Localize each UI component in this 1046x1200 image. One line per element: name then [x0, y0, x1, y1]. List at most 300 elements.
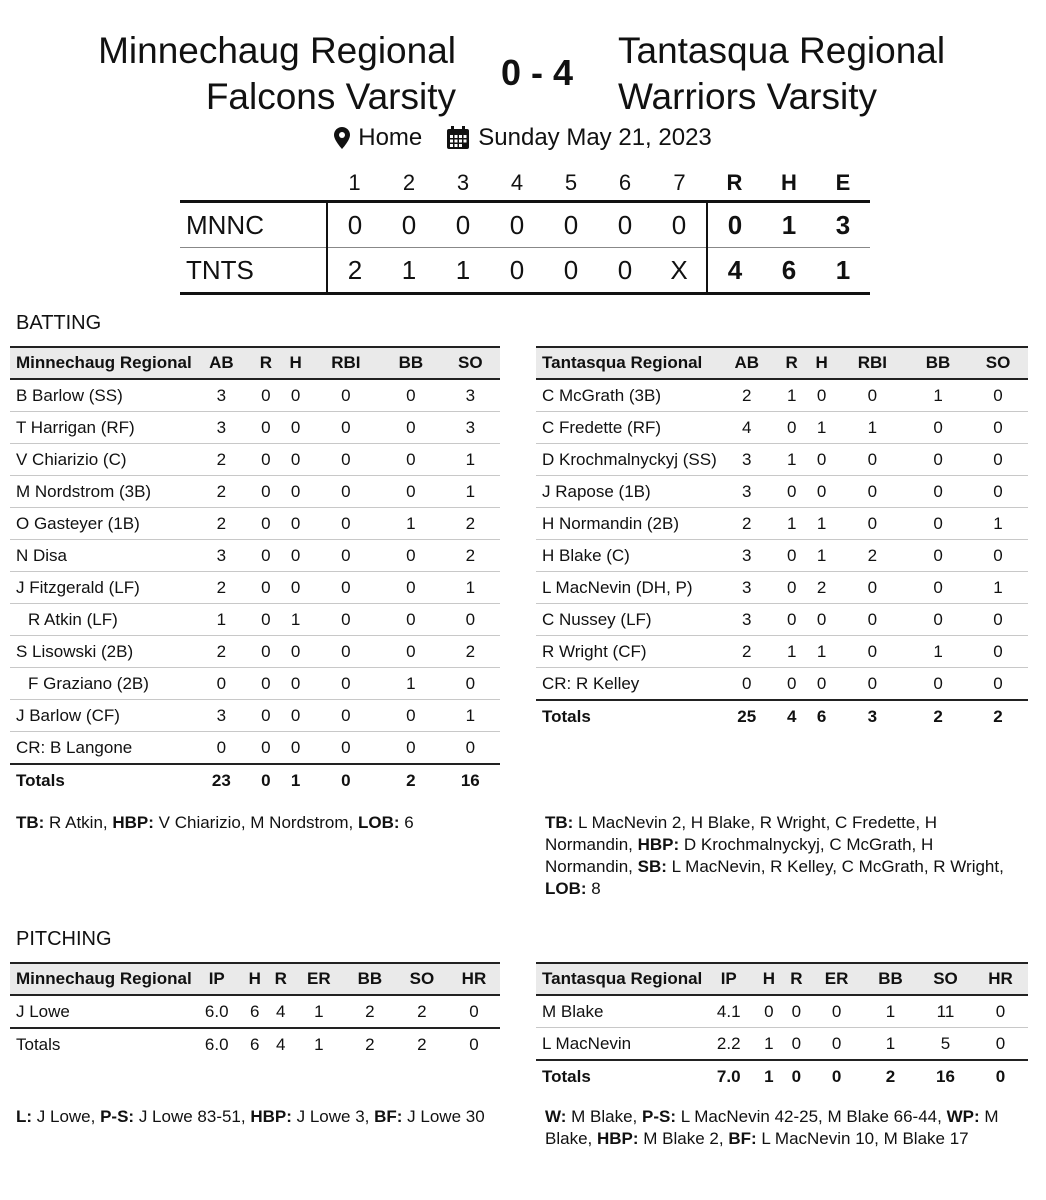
column-header: BB	[908, 347, 968, 379]
table-row	[536, 995, 1028, 1028]
stat-value: 0	[381, 540, 440, 572]
stat-value: 6	[242, 995, 268, 1028]
player-name: S Lisowski (2B)	[10, 636, 192, 668]
runs-total: 0	[707, 202, 762, 248]
stat-value: 2	[344, 995, 396, 1028]
inning-score: 0	[327, 202, 382, 248]
player-name: B Barlow (SS)	[10, 379, 192, 412]
location-pin-icon	[334, 127, 350, 149]
stat-value: 2	[837, 540, 908, 572]
totals-label: Totals	[536, 1060, 702, 1092]
pitching-table-home	[10, 962, 500, 1060]
stat-value: 1	[908, 636, 968, 668]
stat-value: 2	[717, 379, 777, 412]
stat-value: 1	[777, 379, 807, 412]
stat-value: 0	[908, 508, 968, 540]
table-row	[10, 995, 500, 1028]
player-name: C McGrath (3B)	[536, 379, 717, 412]
stat-value: 0	[281, 540, 311, 572]
stat-value: 6.0	[192, 995, 242, 1028]
stat-value: 0	[777, 604, 807, 636]
total-value: 0	[251, 764, 281, 796]
stat-value: 1	[441, 444, 500, 476]
stat-value: 4	[717, 412, 777, 444]
batting-table-home	[10, 346, 500, 796]
stat-value: 0	[968, 379, 1028, 412]
stat-value: 0	[777, 476, 807, 508]
player-name: J Rapose (1B)	[536, 476, 717, 508]
note-text: M Blake,	[545, 1107, 999, 1148]
column-header: HR	[973, 963, 1028, 995]
note-text: J Lowe 30	[402, 1107, 485, 1126]
stat-value: 1	[863, 995, 918, 1028]
errors-total: 3	[816, 202, 870, 248]
batting-notes-away	[545, 812, 1015, 900]
batting-section-title: BATTING	[16, 312, 102, 334]
stat-value: 0	[968, 476, 1028, 508]
stat-value: 0	[251, 604, 281, 636]
note-label: HBP:	[112, 813, 154, 832]
stat-value: 0	[973, 995, 1028, 1028]
stat-value: 0	[381, 572, 440, 604]
away-team-line1: Tantasqua Regional	[618, 30, 946, 71]
inning-score: 0	[544, 248, 598, 294]
stat-value: 2	[192, 508, 251, 540]
stat-value: 1	[381, 508, 440, 540]
stat-value: 0	[251, 636, 281, 668]
total-value: 0	[448, 1028, 500, 1060]
table-row	[10, 572, 500, 604]
total-value: 1	[294, 1028, 344, 1060]
note-text: L MacNevin 2, H Blake, R Wright, C Fredette, H Normandin,	[545, 813, 938, 854]
inning-header: 7	[673, 170, 686, 195]
stat-value: 0	[908, 476, 968, 508]
stat-value: 1	[968, 508, 1028, 540]
linescore-row	[180, 202, 870, 248]
stat-value: 0	[281, 636, 311, 668]
note-label: HBP:	[596, 1129, 639, 1148]
stat-value: 0	[381, 636, 440, 668]
column-header: H	[807, 347, 837, 379]
stat-value: 1	[294, 995, 344, 1028]
player-name: L MacNevin (DH, P)	[536, 572, 717, 604]
player-name: M Blake	[536, 995, 702, 1028]
table-row	[10, 668, 500, 700]
stat-value: 0	[777, 412, 807, 444]
note-label: HBP:	[250, 1107, 292, 1126]
total-value: 23	[192, 764, 251, 796]
stat-value: 3	[717, 540, 777, 572]
note-label: LOB:	[545, 879, 587, 898]
total-value: 25	[717, 700, 777, 732]
stat-value: 0	[908, 412, 968, 444]
stat-value: 0	[441, 604, 500, 636]
table-row	[10, 379, 500, 412]
stat-value: 0	[251, 476, 281, 508]
table-row	[10, 732, 500, 765]
stat-value: 1	[777, 444, 807, 476]
stat-value: 0	[310, 636, 381, 668]
table-row	[536, 1028, 1028, 1061]
note-text: J Lowe 3,	[291, 1107, 375, 1126]
pitching-header-row	[10, 963, 500, 995]
note-text: L MacNevin 10, M Blake 17	[756, 1129, 969, 1148]
note-label: TB:	[545, 813, 574, 832]
stat-value: 0	[381, 732, 440, 765]
stat-value: 0	[251, 668, 281, 700]
stat-value: 0	[281, 732, 311, 765]
player-name: H Blake (C)	[536, 540, 717, 572]
note-text: L MacNevin, R Kelley, C McGrath, R Wright,	[666, 857, 1004, 876]
stat-value: 3	[717, 444, 777, 476]
stat-value: 0	[837, 636, 908, 668]
linescore-header-row	[180, 166, 870, 202]
column-header: H	[755, 963, 782, 995]
column-header: R	[268, 963, 294, 995]
column-header: H	[242, 963, 268, 995]
stat-value: 1	[968, 572, 1028, 604]
note-label: P-S:	[100, 1107, 135, 1126]
stat-value: 2	[717, 508, 777, 540]
table-row	[10, 412, 500, 444]
stat-value: 0	[837, 668, 908, 701]
table-row	[536, 412, 1028, 444]
table-row	[536, 379, 1028, 412]
stat-value: 0	[968, 444, 1028, 476]
player-name: H Normandin (2B)	[536, 508, 717, 540]
player-name: M Nordstrom (3B)	[10, 476, 192, 508]
game-meta	[0, 124, 1046, 152]
note-label: BF:	[374, 1107, 403, 1126]
stat-value: 1	[777, 636, 807, 668]
stat-value: 2	[441, 508, 500, 540]
stat-value: 0	[310, 572, 381, 604]
stat-value: 0	[381, 412, 440, 444]
column-header: IP	[702, 963, 755, 995]
stat-value: 0	[251, 379, 281, 412]
errors-total: 1	[816, 248, 870, 294]
stat-value: 0	[281, 476, 311, 508]
stat-value: 5	[918, 1028, 973, 1061]
date-label: Sunday May 21, 2023	[478, 124, 712, 151]
table-row	[536, 476, 1028, 508]
stat-value: 0	[281, 700, 311, 732]
table-row	[536, 444, 1028, 476]
stat-value: 3	[717, 604, 777, 636]
stat-value: 0	[281, 572, 311, 604]
total-value: 2	[908, 700, 968, 732]
stat-value: 0	[755, 995, 782, 1028]
stat-value: 0	[281, 412, 311, 444]
player-name: CR: R Kelley	[536, 668, 717, 701]
total-value: 4	[268, 1028, 294, 1060]
stat-value: 2	[396, 995, 448, 1028]
stat-value: 3	[717, 476, 777, 508]
stat-value: 3	[441, 412, 500, 444]
total-value: 4	[777, 700, 807, 732]
stat-value: 2	[441, 636, 500, 668]
note-label: P-S:	[642, 1107, 676, 1126]
stat-value: 3	[192, 700, 251, 732]
inning-header: 6	[618, 170, 632, 195]
stat-value: 1	[807, 636, 837, 668]
stat-value: 0	[251, 412, 281, 444]
stat-value: 3	[192, 540, 251, 572]
total-value: 16	[918, 1060, 973, 1092]
linescore-row	[180, 248, 870, 294]
stat-value: 0	[192, 732, 251, 765]
column-header: AB	[717, 347, 777, 379]
note-label: L:	[16, 1107, 33, 1126]
hits-header: H	[781, 170, 797, 195]
note-label: SB:	[637, 857, 667, 876]
column-header: R	[783, 963, 810, 995]
table-row	[536, 636, 1028, 668]
team-column-header: Tantasqua Regional	[536, 963, 702, 995]
inning-score: 0	[382, 202, 436, 248]
stat-value: 3	[441, 379, 500, 412]
stat-value: 4	[268, 995, 294, 1028]
column-header: AB	[192, 347, 251, 379]
table-row	[10, 604, 500, 636]
stat-value: 0	[381, 379, 440, 412]
pitching-table-away	[536, 962, 1028, 1092]
player-name: J Barlow (CF)	[10, 700, 192, 732]
pitching-section-title: PITCHING	[16, 928, 112, 950]
stat-value: 2	[192, 476, 251, 508]
stat-value: 0	[807, 476, 837, 508]
stat-value: 0	[810, 995, 863, 1028]
inning-header: 1	[348, 170, 361, 195]
stat-value: 1	[381, 668, 440, 700]
total-value: 7.0	[702, 1060, 755, 1092]
stat-value: 0	[837, 379, 908, 412]
total-value: 6.0	[192, 1028, 242, 1060]
stat-value: 1	[807, 412, 837, 444]
stat-value: 1	[755, 1028, 782, 1061]
stat-value: 0	[251, 540, 281, 572]
column-header: BB	[344, 963, 396, 995]
note-label: BF:	[728, 1129, 757, 1148]
total-value: 0	[973, 1060, 1028, 1092]
team-column-header: Tantasqua Regional	[536, 347, 717, 379]
column-header: ER	[810, 963, 863, 995]
total-value: 2	[863, 1060, 918, 1092]
player-name: C Fredette (RF)	[536, 412, 717, 444]
table-row	[536, 508, 1028, 540]
table-row	[10, 540, 500, 572]
total-value: 2	[396, 1028, 448, 1060]
totals-label: Totals	[10, 764, 192, 796]
note-label: TB:	[16, 813, 45, 832]
total-value: 6	[242, 1028, 268, 1060]
inning-score: 0	[598, 202, 652, 248]
player-name: N Disa	[10, 540, 192, 572]
away-team-name	[618, 28, 1038, 120]
note-text: M Blake,	[566, 1107, 642, 1126]
total-value: 2	[344, 1028, 396, 1060]
inning-score: 0	[490, 248, 544, 294]
stat-value: 0	[310, 700, 381, 732]
inning-score: 1	[382, 248, 436, 294]
totals-row	[536, 700, 1028, 732]
stat-value: 2	[192, 636, 251, 668]
totals-row	[10, 764, 500, 796]
game-date	[446, 124, 712, 152]
stat-value: 0	[310, 412, 381, 444]
stat-value: 0	[381, 444, 440, 476]
stat-value: 0	[810, 1028, 863, 1061]
player-name: J Fitzgerald (LF)	[10, 572, 192, 604]
inning-header: 4	[510, 170, 524, 195]
stat-value: 2	[192, 444, 251, 476]
home-team-line2: Falcons Varsity	[205, 76, 456, 117]
pitching-notes-home	[16, 1106, 486, 1128]
stat-value: 0	[310, 604, 381, 636]
stat-value: 3	[192, 412, 251, 444]
inning-score: 0	[490, 202, 544, 248]
stat-value: 4.1	[702, 995, 755, 1028]
note-text: D Krochmalnyckyj, C McGrath, H Normandin,	[545, 835, 934, 876]
inning-score: 2	[327, 248, 382, 294]
note-text: R Atkin,	[44, 813, 113, 832]
column-header: RBI	[310, 347, 381, 379]
stat-value: 0	[192, 668, 251, 700]
stat-value: 0	[807, 379, 837, 412]
runs-header: R	[726, 170, 743, 195]
stat-value: 0	[777, 668, 807, 701]
column-header: RBI	[837, 347, 908, 379]
stat-value: 0	[837, 604, 908, 636]
total-value: 1	[281, 764, 311, 796]
stat-value: 0	[310, 379, 381, 412]
stat-value: 0	[807, 604, 837, 636]
player-name: L MacNevin	[536, 1028, 702, 1061]
column-header: SO	[968, 347, 1028, 379]
batting-header-row	[10, 347, 500, 379]
stat-value: 0	[837, 476, 908, 508]
player-name: D Krochmalnyckyj (SS)	[536, 444, 717, 476]
stat-value: 0	[281, 508, 311, 540]
stat-value: 0	[908, 540, 968, 572]
stat-value: 0	[281, 444, 311, 476]
column-header: HR	[448, 963, 500, 995]
stat-value: 0	[281, 379, 311, 412]
stat-value: 0	[251, 732, 281, 765]
stat-value: 0	[310, 732, 381, 765]
stat-value: 0	[837, 444, 908, 476]
home-team-name	[0, 28, 456, 120]
team-abbr: TNTS	[180, 248, 327, 294]
inning-header: 5	[564, 170, 578, 195]
stat-value: 0	[310, 668, 381, 700]
inning-header: 3	[456, 170, 470, 195]
stat-value: 0	[777, 572, 807, 604]
stat-value: 0	[251, 572, 281, 604]
stat-value: 0	[251, 444, 281, 476]
stat-value: 3	[192, 379, 251, 412]
stat-value: 0	[381, 700, 440, 732]
stat-value: 0	[968, 540, 1028, 572]
table-row	[10, 700, 500, 732]
stat-value: 0	[807, 668, 837, 701]
away-team-line2: Warriors Varsity	[618, 76, 877, 117]
hits-total: 6	[762, 248, 816, 294]
stat-value: 0	[310, 540, 381, 572]
table-row	[536, 668, 1028, 701]
stat-value: 2	[807, 572, 837, 604]
inning-score: 0	[598, 248, 652, 294]
inning-score: 0	[544, 202, 598, 248]
stat-value: 1	[807, 508, 837, 540]
column-header: ER	[294, 963, 344, 995]
stat-value: 0	[381, 476, 440, 508]
stat-value: 0	[777, 540, 807, 572]
stat-value: 1	[837, 412, 908, 444]
totals-row	[536, 1060, 1028, 1092]
batting-table-away	[536, 346, 1028, 732]
note-text: J Lowe 83-51,	[134, 1107, 251, 1126]
note-label: W:	[545, 1107, 567, 1126]
batting-notes-home	[16, 812, 496, 834]
stat-value: 1	[441, 572, 500, 604]
errors-header: E	[835, 170, 851, 195]
stat-value: 2	[441, 540, 500, 572]
team-column-header: Minnechaug Regional	[10, 347, 192, 379]
stat-value: 0	[381, 604, 440, 636]
column-header: IP	[192, 963, 242, 995]
stat-value: 0	[717, 668, 777, 701]
stat-value: 1	[777, 508, 807, 540]
stat-value: 0	[973, 1028, 1028, 1061]
stat-value: 0	[448, 995, 500, 1028]
table-row	[10, 508, 500, 540]
home-team-line1: Minnechaug Regional	[98, 30, 456, 71]
stat-value: 0	[968, 604, 1028, 636]
column-header: SO	[396, 963, 448, 995]
stat-value: 0	[908, 444, 968, 476]
total-value: 0	[310, 764, 381, 796]
stat-value: 3	[717, 572, 777, 604]
stat-value: 0	[310, 508, 381, 540]
stat-value: 0	[441, 668, 500, 700]
pitching-notes-away	[545, 1106, 1025, 1150]
total-value: 6	[807, 700, 837, 732]
note-text: 8	[586, 879, 601, 898]
stat-value: 1	[908, 379, 968, 412]
note-text: 6	[399, 813, 414, 832]
hits-total: 1	[762, 202, 816, 248]
column-header: BB	[863, 963, 918, 995]
calendar-icon	[446, 126, 470, 150]
note-text: V Chiarizio, M Nordstrom,	[153, 813, 358, 832]
totals-label: Totals	[10, 1028, 192, 1060]
stat-value: 0	[251, 508, 281, 540]
pitching-header-row	[536, 963, 1028, 995]
batting-header-row	[536, 347, 1028, 379]
total-value: 1	[755, 1060, 782, 1092]
totals-label: Totals	[536, 700, 717, 732]
total-value: 2	[381, 764, 440, 796]
inning-score: X	[652, 248, 707, 294]
team-column-header: Minnechaug Regional	[10, 963, 192, 995]
team-abbr: MNNC	[180, 202, 327, 248]
stat-value: 0	[281, 668, 311, 700]
stat-value: 0	[783, 995, 810, 1028]
stat-value: 1	[441, 476, 500, 508]
stat-value: 0	[251, 700, 281, 732]
stat-value: 11	[918, 995, 973, 1028]
